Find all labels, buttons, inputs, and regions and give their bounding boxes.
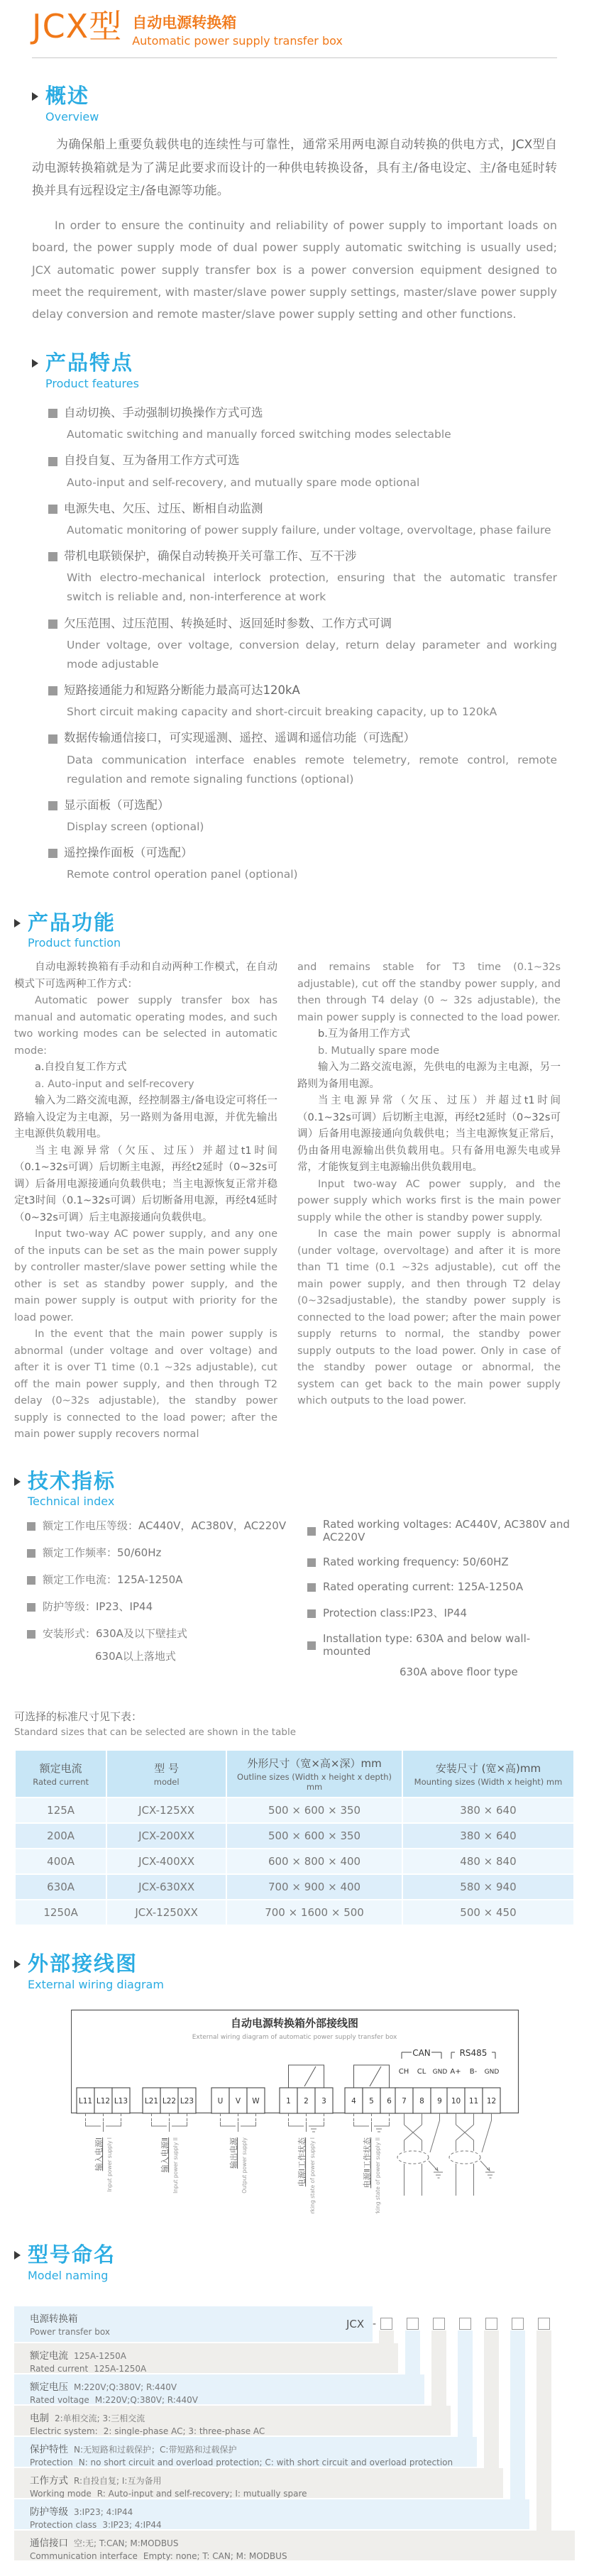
naming-row-en: Electric system: xyxy=(30,2426,98,2436)
naming-row-en-val: 125A-1250A xyxy=(94,2364,147,2374)
section-arrow-icon xyxy=(14,919,21,928)
wiring-heading-en: External wiring diagram xyxy=(28,1978,164,1992)
naming-row-en: Communication interface xyxy=(30,2551,138,2561)
page-title: 自动电源转换箱 xyxy=(132,14,237,31)
feature-en: Automatic monitoring of power supply failure, under voltage, overvoltage, phase failure xyxy=(67,524,551,537)
naming-strip xyxy=(379,2330,394,2343)
section-naming xyxy=(0,2244,589,2562)
feature-item xyxy=(48,843,557,884)
bullet-square-icon xyxy=(307,1641,316,1650)
terminal-label: 2 xyxy=(304,2097,309,2106)
function-paragraph: 当主电源异常（欠压、过压）并超过t1时间（0.1~32s可调）后切断主电源，再经t2延时（0~32s可调）后备用电源接通向负载供电；当主电源恢复正常后，仍由备用电源输出供负载用电。只有备用电源失电或异常，才能恢复到主电源输出供负载用电。 xyxy=(297,1095,561,1174)
model-naming-diagram xyxy=(14,2306,575,2562)
tech-item-en-extra: 630A above floor type xyxy=(400,1666,518,1679)
tech-heading: 技术指标 xyxy=(28,1468,116,1493)
naming-code-box xyxy=(407,2318,419,2330)
header-en: Rated current xyxy=(33,1777,89,1788)
overview-heading-en: Overview xyxy=(45,109,99,123)
naming-row-zh-val: 空:无; T:CAN; M:MODBUS xyxy=(74,2538,179,2549)
naming-code-box xyxy=(380,2318,392,2330)
table-header-cell xyxy=(227,1751,402,1797)
tech-item-zh: 额定工作频率：50/60Hz xyxy=(43,1546,162,1560)
tech-column-zh xyxy=(14,1518,294,1690)
naming-strip xyxy=(458,2330,473,2437)
naming-row-zh-val: 2:单相交流; 3:三相交流 xyxy=(55,2413,145,2424)
table-cell: 380 × 640 xyxy=(403,1824,573,1848)
naming-row-zh: 电制 xyxy=(30,2413,49,2425)
overview-paragraph-en: In order to ensure the continuity and reliability of power supply to important loads on board, the power supply mode of dual power supply automatic switching is usually used; JCX automatic power supply transfer box is a power conversion equipment designed to meet the requirement, with master/slave power supply settings, master/slave power supply delay conversion and remote master/slave power supply setting and other functions. xyxy=(32,219,557,321)
wiring-diagram xyxy=(71,2007,575,2217)
can-pin: GND xyxy=(432,2069,448,2076)
group-label-en: Input power supply II xyxy=(172,2137,179,2194)
function-paragraph: 输入为二路交流电源，先供电的电源为主电源，另一路则为备用电源。 xyxy=(297,1062,561,1090)
tech-columns xyxy=(14,1518,575,1690)
section-overview xyxy=(0,85,589,325)
terminal-label: L12 xyxy=(96,2097,111,2106)
header-zh: 外形尺寸（宽×高×深）mm xyxy=(247,1757,382,1771)
table-header-cell xyxy=(403,1751,573,1797)
header-en: Mounting sizes (Width x height) mm xyxy=(414,1777,563,1788)
feature-zh: 显示面板（可选配） xyxy=(64,798,170,812)
naming-strip xyxy=(536,2330,551,2531)
terminal-label: L11 xyxy=(78,2097,93,2106)
section-arrow-icon xyxy=(14,1960,21,1969)
feature-en: Remote control operation panel (optional) xyxy=(67,868,298,881)
function-paragraph: In case the main power supply is abnormal (under voltage, overvoltage) and after it is more than T1 time (0.1 ~32s adjustable), cut off the main power supply, and then through T2 delay (0~32sadjustable), the standby power supply is connected to the load power; after the main power supply returns to normal, the standby power supply outputs to the load power. Only in case of the standby power outage or abnormal, the system can get back to the main power supply which outputs to the load power. xyxy=(297,1228,561,1407)
table-cell: JCX-1250XX xyxy=(107,1900,226,1925)
feature-en: With electro-mechanical interlock protection, ensuring that the automatic transfer switch is reliable and, non-interference at work xyxy=(67,571,557,604)
naming-strip xyxy=(510,2330,525,2499)
group-label-en: Working state of power supply I xyxy=(309,2137,316,2215)
overview-heading: 概述 xyxy=(45,84,90,108)
table-row xyxy=(16,1900,573,1925)
terminal-label: 1 xyxy=(286,2097,291,2106)
section-arrow-icon xyxy=(14,2251,21,2259)
naming-code-box xyxy=(485,2318,497,2330)
sizes-intro-en: Standard sizes that can be selected are shown in the table xyxy=(14,1727,296,1739)
naming-row-en-val: N: no short circuit and overload protection; C: with short circuit and overload protection xyxy=(78,2457,453,2467)
terminal-label: 11 xyxy=(468,2097,479,2106)
group-label-zh: 电源Ⅱ工作状态 xyxy=(363,2137,372,2189)
group-label-en: Input power supply I xyxy=(106,2137,113,2192)
bullet-square-icon xyxy=(27,1549,35,1558)
table-cell: 580 × 940 xyxy=(403,1875,573,1899)
bullet-square-icon xyxy=(48,457,57,466)
table-cell: 630A xyxy=(16,1875,106,1899)
features-heading: 产品特点 xyxy=(45,351,134,375)
tech-column-en xyxy=(294,1518,575,1690)
can-twisted-pair xyxy=(397,2113,443,2196)
feature-en: Short circuit making capacity and short-circuit breaking capacity, up to 120kA xyxy=(67,705,497,719)
tech-item-en: Rated operating current: 125A-1250A xyxy=(323,1580,524,1594)
wiring-title-zh: 自动电源转换箱外部接线图 xyxy=(230,2017,359,2030)
bullet-square-icon xyxy=(48,686,57,695)
table-cell: JCX-200XX xyxy=(107,1824,226,1848)
rs485-pin: B- xyxy=(469,2068,478,2076)
table-cell: 1250A xyxy=(16,1900,106,1925)
table-row xyxy=(16,1798,573,1822)
terminal-label: V xyxy=(235,2097,241,2106)
header-divider xyxy=(32,57,557,58)
tech-item-en: Protection class:IP23、IP44 xyxy=(323,1607,468,1620)
feature-list xyxy=(32,403,557,884)
header-en: Outline sizes (Width x height x depth) mm xyxy=(237,1772,392,1793)
table-row xyxy=(16,1875,573,1899)
naming-heading-en: Model naming xyxy=(28,2269,109,2283)
naming-row-zh: 额定电压 xyxy=(30,2382,68,2394)
feature-item xyxy=(48,614,557,674)
overview-paragraph-zh: 为确保船上重要负载供电的连续性与可靠性，通常采用两电源自动转换的供电方式，JCX型自动电源转换箱就是为了满足此要求而设计的一种供电转换设备，具有主/备电设定、主/备电延时转换并具有远程设定主/备电源等功能。 xyxy=(32,137,557,199)
naming-row-zh-val: M:220V;Q:380V; R:440V xyxy=(74,2382,177,2393)
can-pin: CH xyxy=(398,2068,409,2076)
tech-item-en: Rated working voltages: AC440V, AC380V and AC220V xyxy=(323,1518,570,1544)
function-heading-en: Product function xyxy=(28,936,121,950)
function-columns xyxy=(14,959,575,1443)
naming-row-en: Power transfer box xyxy=(30,2327,110,2338)
naming-row-en: Protection xyxy=(30,2457,73,2467)
tech-item-zh: 防护等级：IP23、IP44 xyxy=(43,1600,153,1614)
naming-row xyxy=(14,2437,477,2467)
wiring-heading: 外部接线图 xyxy=(28,1952,138,1976)
group-label-zh: 输入电源Ⅱ xyxy=(160,2137,170,2173)
naming-code-box xyxy=(512,2318,524,2330)
sizes-intro-zh: 可选择的标准尺寸见下表： xyxy=(14,1710,143,1724)
feature-item xyxy=(48,546,557,607)
table-cell: 500 × 450 xyxy=(403,1900,573,1925)
table-row xyxy=(16,1849,573,1873)
features-heading-en: Product features xyxy=(45,377,139,391)
terminal-label: W xyxy=(252,2097,260,2106)
naming-row-zh: 防护等级 xyxy=(30,2506,68,2519)
terminal-label: L22 xyxy=(162,2097,177,2106)
naming-row xyxy=(14,2343,398,2373)
terminal-label: L23 xyxy=(180,2097,194,2106)
naming-row-zh: 通信接口 xyxy=(30,2538,68,2550)
table-cell: 400A xyxy=(16,1849,106,1873)
naming-row xyxy=(14,2531,575,2560)
naming-row-en-val: 3:IP23; 4:IP44 xyxy=(102,2520,162,2530)
table-cell: 700 × 900 × 400 xyxy=(227,1875,402,1899)
table-header-row xyxy=(16,1751,573,1797)
can-label: CAN xyxy=(412,2048,431,2059)
table-cell: 480 × 840 xyxy=(403,1849,573,1873)
naming-row xyxy=(14,2468,503,2498)
table-cell: JCX-400XX xyxy=(107,1849,226,1873)
section-arrow-icon xyxy=(14,1477,21,1486)
naming-row-zh: 额定电流 xyxy=(30,2350,68,2362)
group-wiring xyxy=(86,2113,390,2132)
naming-row-en: Working mode xyxy=(30,2489,92,2499)
bullet-square-icon xyxy=(48,734,57,744)
bullet-square-icon xyxy=(48,552,57,561)
naming-row-zh: 电源转换箱 xyxy=(30,2313,78,2325)
header-en: model xyxy=(153,1777,180,1788)
rs485-label: RS485 xyxy=(459,2048,488,2059)
function-paragraph: a. Auto-input and self-recovery xyxy=(35,1078,194,1090)
terminal-label: 9 xyxy=(437,2097,442,2106)
bullet-square-icon xyxy=(307,1583,316,1592)
function-paragraph: b.互为备用工作方式 xyxy=(318,1028,410,1040)
feature-zh: 欠压范围、过压范围、转换延时、返回延时参数、工作方式可调 xyxy=(64,616,392,630)
feature-zh: 自投自复、互为备用工作方式可选 xyxy=(64,453,240,468)
feature-item xyxy=(48,681,557,722)
table-cell: 125A xyxy=(16,1798,106,1822)
section-tech xyxy=(0,1470,589,1927)
naming-prefix: JCX xyxy=(346,2318,365,2331)
function-column-left xyxy=(14,959,277,1443)
section-wiring xyxy=(0,1953,589,2217)
naming-row-en-val: R: Auto-input and self-recovery; I: mutually spare xyxy=(97,2489,307,2499)
standard-sizes-table xyxy=(14,1749,575,1926)
feature-item xyxy=(48,499,557,540)
wiring-title-en: External wiring diagram of automatic power supply transfer box xyxy=(192,2034,397,2042)
table-cell: 500 × 600 × 350 xyxy=(227,1798,402,1822)
table-row xyxy=(16,1824,573,1848)
group-label-zh: 输出电源 xyxy=(229,2137,238,2169)
bullet-square-icon xyxy=(48,409,57,418)
group-label-zh: 电源Ⅰ工作状态 xyxy=(297,2137,307,2187)
function-paragraph: 输入为二路交流电源，经控制器主/备电设定可将任一路输入设定为主电源，另一路则为备用电源，并优先输出主电源供负载用电。 xyxy=(14,1095,277,1140)
function-paragraph: Input two-way AC power supply, and the power supply which works first is the main power supply while the other is standby power supply. xyxy=(297,1178,561,1223)
naming-row-en-val: Empty: none; T: CAN; M: MODBUS xyxy=(143,2551,287,2561)
feature-item xyxy=(48,403,557,444)
terminal-label: 3 xyxy=(321,2097,326,2106)
naming-dash: - xyxy=(373,2318,377,2330)
naming-row xyxy=(14,2374,424,2404)
table-cell: 200A xyxy=(16,1824,106,1848)
page-header xyxy=(0,0,589,58)
naming-code-box xyxy=(459,2318,471,2330)
function-column-right xyxy=(297,959,561,1443)
naming-row-en-val: M:220V;Q:380V; R:440V xyxy=(94,2395,198,2405)
section-arrow-icon xyxy=(32,92,38,101)
terminal-label: 12 xyxy=(486,2097,497,2106)
bullet-square-icon xyxy=(27,1576,35,1585)
table-cell: 600 × 800 × 400 xyxy=(227,1849,402,1873)
naming-row-zh-val: R:自投自复; I:互为备用 xyxy=(74,2476,162,2487)
group-labels xyxy=(94,2137,381,2214)
rs485-pin: GND xyxy=(484,2069,500,2076)
table-header-cell xyxy=(16,1751,106,1797)
table-cell: 700 × 1600 × 500 xyxy=(227,1900,402,1925)
bullet-square-icon xyxy=(27,1603,35,1612)
terminal-label: 4 xyxy=(351,2097,356,2106)
function-heading: 产品功能 xyxy=(28,910,116,935)
function-paragraph: b. Mutually spare mode xyxy=(318,1045,440,1057)
feature-en: Display screen (optional) xyxy=(67,820,204,834)
naming-row-zh-val: 3:IP23; 4:IP44 xyxy=(74,2507,133,2518)
function-paragraph: 当主电源异常（欠压、过压）并超过t1时间（0.1~32s可调）后切断主电源，再经t2延时（0~32s可调）后备用电源接通向负载供电；当主电源恢复正常并稳定t3时间（0.1~32s可调）后切断备用电源，再经t4延时（0~32s可调）后主电源接通向负载供电。 xyxy=(14,1145,277,1223)
feature-zh: 电源失电、欠压、过压、断相自动监测 xyxy=(64,501,263,515)
feature-item xyxy=(48,796,557,837)
terminal-label: U xyxy=(217,2097,224,2106)
feature-en: Auto-input and self-recovery, and mutually spare mode optional xyxy=(67,475,420,489)
bullet-square-icon xyxy=(307,1527,316,1536)
feature-zh: 数据传输通信接口，可实现遥测、遥控、遥调和遥信功能（可选配） xyxy=(64,731,415,745)
rs485-twisted-pair xyxy=(449,2113,495,2196)
naming-heading: 型号命名 xyxy=(28,2242,116,2267)
bullet-square-icon xyxy=(48,801,57,810)
group-label-en: Working state of power supply II xyxy=(375,2137,381,2215)
section-features xyxy=(0,352,589,884)
header-zh: 额定电流 xyxy=(39,1762,82,1776)
bullet-square-icon xyxy=(48,620,57,629)
naming-row-zh: 工作方式 xyxy=(30,2475,68,2487)
feature-zh: 带机电联锁保护，确保自动转换开关可靠工作、互不干涉 xyxy=(64,549,357,563)
header-zh: 型 号 xyxy=(154,1762,180,1776)
naming-row xyxy=(14,2499,529,2529)
rs485-pin: A+ xyxy=(450,2068,461,2076)
function-paragraph: In the event that the main power supply is abnormal (under voltage and over voltage) and after it is over T1 time (0.1 ~32s adjustable), cut off the main power supply, and then through T2 delay (0~32s adjustable), the standby power supply is connected to the load power; after the main power supply recovers normal xyxy=(14,1328,277,1441)
naming-row xyxy=(14,2306,373,2342)
bullet-square-icon xyxy=(307,1609,316,1618)
wiring-diagram-svg xyxy=(71,2007,519,2214)
tech-item-en: Rated working frequency: 50/60HZ xyxy=(323,1556,509,1569)
naming-row-zh: 保护特性 xyxy=(30,2444,68,2456)
naming-row-en: Rated current xyxy=(30,2364,89,2374)
naming-row-en: Rated voltage xyxy=(30,2395,89,2405)
feature-zh: 遥控操作面板（可选配） xyxy=(64,846,193,860)
brand-model: JCX型 xyxy=(32,7,123,45)
naming-strip xyxy=(431,2330,446,2406)
tech-heading-en: Technical index xyxy=(28,1495,115,1509)
bullet-square-icon xyxy=(27,1522,35,1531)
feature-zh: 短路接通能力和短路分断能力最高可达120kA xyxy=(64,683,300,698)
table-header-cell xyxy=(107,1751,226,1797)
naming-row-zh-val: N:无短路和过载保护；C:带短路和过载保护 xyxy=(74,2445,237,2455)
header-zh: 安装尺寸 (宽×高)mm xyxy=(435,1762,541,1776)
group-label-en: Output power supply xyxy=(241,2137,248,2194)
naming-row xyxy=(14,2406,451,2435)
table-cell: 380 × 640 xyxy=(403,1798,573,1822)
terminal-label: L13 xyxy=(114,2097,128,2106)
terminal-label: 7 xyxy=(402,2097,407,2106)
naming-code-box xyxy=(433,2318,445,2330)
terminal-label: 8 xyxy=(419,2097,424,2106)
function-paragraph: Automatic power supply transfer box has manual and automatic operating modes, and such two working modes can be selected in automatic mode: xyxy=(14,995,277,1057)
table-cell: JCX-630XX xyxy=(107,1875,226,1899)
group-label-zh: 输入电源Ⅰ xyxy=(94,2137,104,2172)
bullet-square-icon xyxy=(48,505,57,514)
feature-zh: 自动切换、手动强制切换操作方式可选 xyxy=(64,406,263,420)
naming-code-box xyxy=(538,2318,550,2330)
feature-item xyxy=(48,451,557,492)
section-function xyxy=(0,912,589,1443)
tech-item-en: Installation type: 630A and below wall-mounted xyxy=(323,1632,531,1658)
naming-row-zh-val: 125A-1250A xyxy=(74,2351,126,2362)
tech-item-zh: 安装形式：630A及以下壁挂式 xyxy=(43,1627,187,1641)
can-pin: CL xyxy=(417,2068,426,2076)
naming-strip xyxy=(484,2330,499,2468)
tech-item-zh: 额定工作电流：125A-1250A xyxy=(43,1573,183,1587)
feature-en: Automatic switching and manually forced switching modes selectable xyxy=(67,428,451,441)
tech-item-zh-extra: 630A以上落地式 xyxy=(95,1650,176,1663)
bullet-square-icon xyxy=(48,849,57,858)
function-paragraph: 自动电源转换箱有手动和自动两种工作模式，在自动模式下可选两种工作方式： xyxy=(14,962,277,990)
function-paragraph: and remains stable for T3 time (0.1~32s adjustable), cut off the standby power supply, and then through T4 delay (0 ~ 32s adjustable), the main power supply is connected to the load power. xyxy=(297,962,561,1023)
tech-item-zh: 额定工作电压等级：AC440V，AC380V，AC220V xyxy=(43,1519,287,1533)
terminal-label: 10 xyxy=(451,2097,461,2106)
feature-en: Data communication interface enables remote telemetry, remote control, remote regulation and remote signaling functions (optional) xyxy=(67,753,557,786)
naming-row-en: Protection class xyxy=(30,2520,97,2530)
naming-row-en-val: 2: single-phase AC; 3: three-phase AC xyxy=(103,2426,265,2436)
section-arrow-icon xyxy=(32,359,38,368)
feature-en: Under voltage, over voltage, conversion delay, return delay parameter and working mode adjustable xyxy=(67,638,557,671)
terminal-label: 6 xyxy=(387,2097,392,2106)
bullet-square-icon xyxy=(27,1630,35,1639)
function-paragraph: Input two-way AC power supply, and any one of the inputs can be set as the main power supply by controller master/slave power setting while the other is set as standby power supply, and the main power supply is output with priority for the load power. xyxy=(14,1228,277,1323)
page-title-en: Automatic power supply transfer box xyxy=(132,34,343,48)
table-cell: 500 × 600 × 350 xyxy=(227,1824,402,1848)
naming-strip xyxy=(405,2330,420,2374)
feature-item xyxy=(48,728,557,788)
bullet-square-icon xyxy=(307,1558,316,1567)
function-paragraph: a.自投自复工作方式 xyxy=(35,1062,127,1074)
terminal-label: 5 xyxy=(369,2097,374,2106)
table-cell: JCX-125XX xyxy=(107,1798,226,1822)
terminal-label: L21 xyxy=(144,2097,159,2106)
